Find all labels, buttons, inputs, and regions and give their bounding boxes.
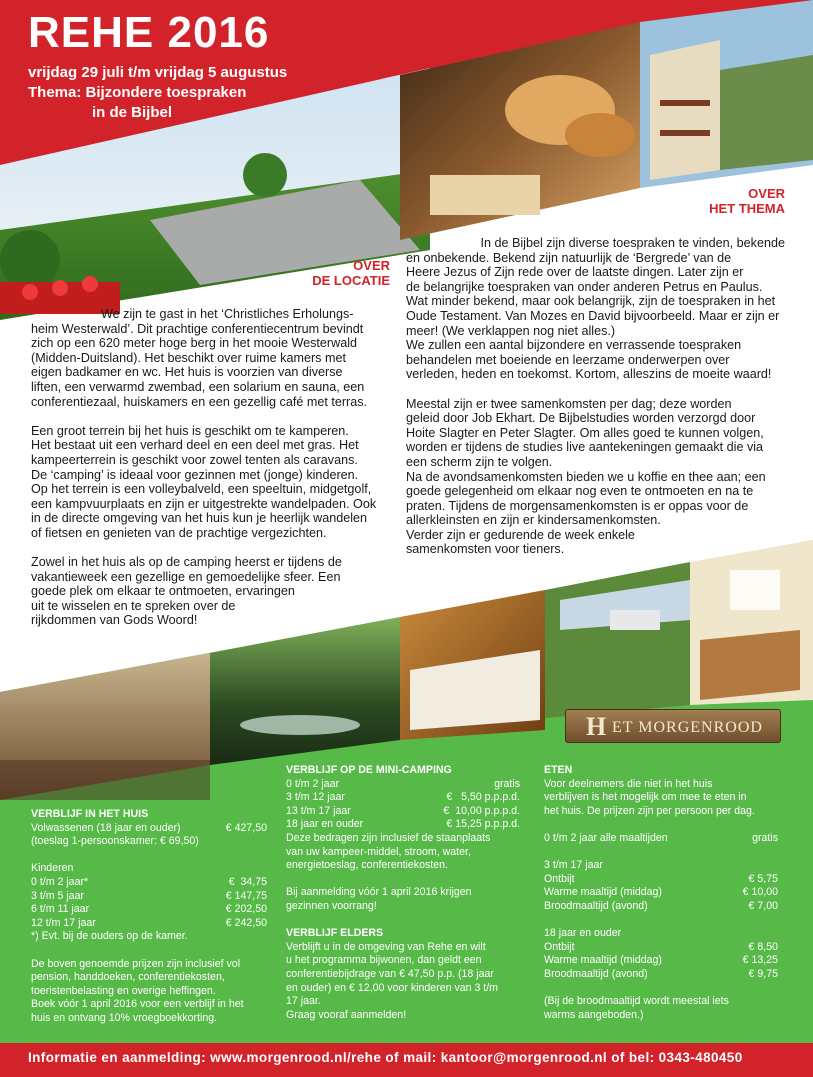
thema-paragraph-2: Meestal zijn er twee samenkomsten per dag; deze worden geleid door Job Ekhart. De Bijbelstudies worden verzorgd door Hoite Slagter en Peter Slagter. Om alles goed te kunnen volgen, worden er tijdens de studies live aantekeningen gemaakt die via een scherm zijn te volgen. Na de avondsamenkomsten bieden we u koffie en thee aan; een goede gelegenheid om elkaar nog even te ontmoeten en na te praten. Tijdens de morgensamenkomsten is er oppas voor de allerkleinsten en zijn er kindersamenkomsten. Verder zijn er gedurende de week enkele samenkomsten voor tieners. bbox=[406, 396, 766, 557]
huis-heading: VERBLIJF IN HET HUIS bbox=[31, 808, 149, 820]
elders-heading: VERBLIJF ELDERS bbox=[286, 927, 384, 940]
meeting-hall-audience-photo bbox=[0, 653, 210, 800]
price-row: Volwassenen (18 jaar en ouder) € 427,50 bbox=[31, 821, 267, 834]
price-row: 0 t/m 2 jaar alle maaltijden gratis bbox=[544, 831, 778, 844]
price-row: 3 t/m 12 jaar € 5,50 p.p.p.d. bbox=[286, 791, 520, 804]
eten-heading: ETEN bbox=[544, 764, 573, 776]
locatie-heading: OVER DE LOCATIE bbox=[312, 258, 390, 288]
locatie-paragraph-3: Zowel in het huis als op de camping heerst er tijdens de vakantieweek een gezellige en gemoedelijke sfeer. Een goede plek om elkaar te ontmoeten, ervaringen uit te wisselen en te spreken over de rijkdommen van Gods Woord! bbox=[31, 555, 342, 628]
price-row: 0 t/m 2 jaar gratis bbox=[286, 777, 520, 790]
price-row: 3 t/m 5 jaar € 147,75 bbox=[31, 889, 267, 902]
locatie-paragraph-1: We zijn te gast in het ‘Christliches Erholungs- heim Westerwald’. Dit prachtige conferentiecentrum bevindt zich op een 620 meter hoge berg in het mooie Westerwald (Midden-Duitsland). Het beschikt over ruime kamers met eigen badkamer en wc. Het huis is voorzien van diverse liften, een verwarmd zwembad, een solarium en sauna, een conferentiezaal, huiskamers en een gezellig café met terras. bbox=[31, 307, 368, 409]
price-row: 18 jaar en ouder € 15,25 p.p.p.d. bbox=[286, 818, 520, 831]
rehe-village-street-photo bbox=[640, 0, 813, 188]
theme-line-2: in de Bijbel bbox=[92, 104, 173, 121]
page-title: REHE 2016 bbox=[28, 8, 270, 57]
price-row: Broodmaaltijd (avond) € 9,75 bbox=[544, 967, 778, 980]
hotel-room-beds-photo bbox=[400, 590, 545, 740]
thema-heading: OVER HET THEMA bbox=[709, 186, 785, 216]
price-row: 12 t/m 17 jaar € 242,50 bbox=[31, 916, 267, 929]
price-row: Ontbijt € 5,75 bbox=[544, 872, 778, 885]
locatie-text bbox=[31, 307, 390, 643]
huis-prices: VERBLIJF IN HET HUIS Volwassenen (18 jaar en ouder) € 427,50 (toeslag 1-persoonskamer: € 69,50) Kinderen 0 t/m 2 jaar* € 34,75 3 t/m 5 jaar € 147,75 6 t/m 11 jaar € 202,50 12 t/m 17 jaar € 242,50 *) Evt. bij de ouders op de kamer. De boven genoemde prijzen zijn inclusief vol pension, handdoeken, conferentiekosten, toeristenbelasting en overige heffingen. Boek vóór 1 april 2016 voor een verblijf in het huis en ontvang 10% vroegboekkorting. bbox=[31, 808, 267, 1024]
price-row: 0 t/m 2 jaar* € 34,75 bbox=[31, 875, 267, 888]
price-row: Broodmaaltijd (avond) € 7,00 bbox=[544, 899, 778, 912]
eten-prices: ETEN Voor deelnemers die niet in het huis verblijven is het mogelijk om mee te eten in het huis. De prijzen zijn per persoon per dag. 0 t/m 2 jaar alle maaltijden gratis 3 t/m 17 jaar Ontbijt € 5,75 Warme maaltijd (middag) € 10,00 Broodmaaltijd (avond) € 7,00 18 jaar en ouder Ontbijt € 8,50 Warme maaltijd (middag) € 13,25 Broodmaaltijd (avond) € 9,75 (Bij de broodmaaltijd wordt meestal iets warms aangeboden.) bbox=[544, 764, 778, 1021]
camping-heading: VERBLIJF OP DE MINI-CAMPING bbox=[286, 764, 452, 776]
price-row: Ontbijt € 8,50 bbox=[544, 940, 778, 953]
price-row: Warme maaltijd (middag) € 13,25 bbox=[544, 954, 778, 967]
event-dates: vrijdag 29 juli t/m vrijdag 5 augustus bbox=[28, 64, 288, 81]
camping-caravans-photo bbox=[545, 562, 690, 718]
price-row: 6 t/m 11 jaar € 202,50 bbox=[31, 903, 267, 916]
camping-prices: VERBLIJF OP DE MINI-CAMPING 0 t/m 2 jaar gratis 3 t/m 12 jaar € 5,50 p.p.p.d. 13 t/m 17 jaar € 10,00 p.p.p.d. 18 jaar en ouder € 15,25 p.p.p.d. Deze bedragen zijn inclusief de staanplaats van uw kampeer-middel, stroom, water, energietoeslag, conferentiekosten. Bij aanmelding vóór 1 april 2016 krijgen gezinnen voorrang! VERBLIJF ELDERS Verblijft u in de omgeving van Rehe en wilt u het programma bijwonen, dan geldt een conferentiebijdrage van € 47,50 p.p. (18 jaar en ouder) en € 12,00 voor kinderen van 3 t/m 17 jaar. Graag vooraf aanmelden! bbox=[286, 764, 520, 1021]
contact-info: Informatie en aanmelding: www.morgenrood.nl/rehe of mail: kantoor@morgenrood.nl of bel: 0343-480450 bbox=[28, 1050, 743, 1065]
thema-paragraph-1: In de Bijbel zijn diverse toespraken te vinden, bekende en onbekende. Bekend zijn natuurlijk de ‘Bergrede’ van de Heere Jezus of Zijn rede over de laatste dingen. Later zijn er de belangrijke toespraken van onder anderen Petrus en Paulus. Wat minder bekend, maar ook belangrijk, zijn de toespraken in het Oude Testament. Van Mozes en David bijvoorbeeld. Maar er zijn er meer! (We verklappen nog niet alles.) We zullen een aantal bijzondere en verrassende toespraken behandelen met boeiende en leerzame onderwerpen over verleden, heden en toekomst. Kortom, alleszins de moeite waard! bbox=[406, 236, 785, 382]
theme-line-1: Thema: Bijzondere toespraken bbox=[28, 84, 247, 101]
price-row: Warme maaltijd (middag) € 10,00 bbox=[544, 886, 778, 899]
logo-initial: H bbox=[586, 712, 607, 741]
logo-text: ET MORGENROOD bbox=[612, 719, 763, 736]
thema-text bbox=[406, 236, 785, 572]
locatie-paragraph-2: Een groot terrein bij het huis is geschikt om te kamperen. Het bestaat uit een verhard deel en een deel met gras. Het kampeerterrein is geschikt voor zowel tenten als caravans. De ‘camping’ is ideaal voor gezinnen met (jonge) kinderen. Op het terrein is een volleybalveld, een speeltuin, midgetgolf, een kampvuurplaats en zijn er uitgestrekte wandelpaden. Ook in de directe omgeving van het huis kun je heerlijk wandelen of fietsen en genieten van de prachtige vergezichten. bbox=[31, 423, 377, 540]
price-row: 13 t/m 17 jaar € 10,00 p.p.p.d. bbox=[286, 804, 520, 817]
